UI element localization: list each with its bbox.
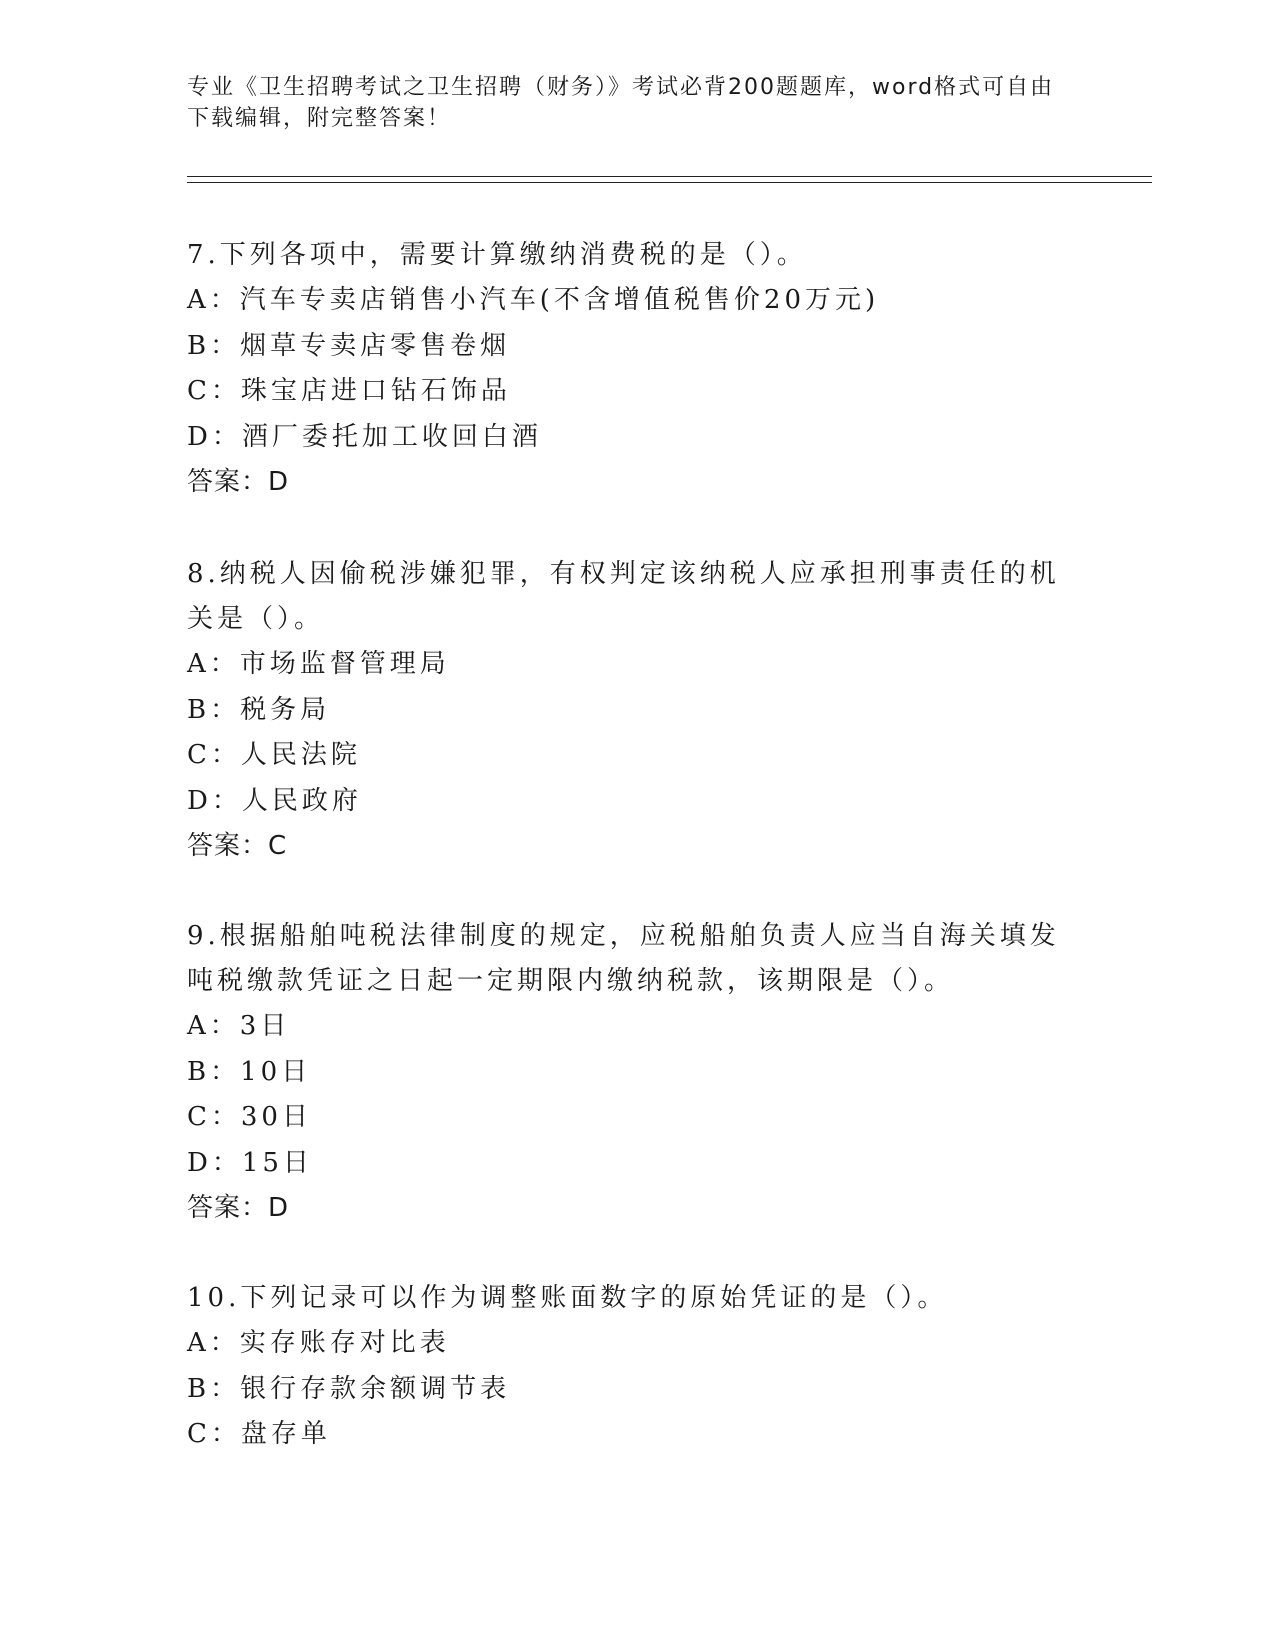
option-a: A：实存账存对比表 bbox=[187, 1328, 450, 1358]
option-a: A：市场监督管理局 bbox=[187, 649, 450, 679]
option-b: B：银行存款余额调节表 bbox=[187, 1373, 511, 1404]
option-d: D：人民政府 bbox=[187, 785, 362, 816]
option-a: A：3日 bbox=[187, 1011, 291, 1041]
question-stem: 7.下列各项中，需要计算缴纳消费税的是（）。 bbox=[187, 240, 807, 270]
option-d: D：酒厂委托加工收回白酒 bbox=[187, 421, 542, 452]
option-a: A：汽车专卖店销售小汽车(不含增值税售价20万元) bbox=[187, 285, 880, 315]
header-divider-top bbox=[187, 176, 1152, 177]
answer-line: 答案：C bbox=[187, 831, 288, 861]
question-stem: 9.根据船舶吨税法律制度的规定，应税船舶负责人应当自海关填发吨税缴款凭证之日起一定期限内缴纳税款，该期限是（）。 bbox=[187, 921, 1060, 996]
answer-line: 答案：D bbox=[187, 1193, 290, 1223]
document-header: 专业《卫生招聘考试之卫生招聘（财务）》考试必背200题题库，word格式可自由下载编辑，附完整答案！ bbox=[187, 75, 1055, 131]
option-c: C：30日 bbox=[187, 1102, 312, 1132]
option-b: B：10日 bbox=[187, 1056, 312, 1087]
option-b: B：税务局 bbox=[187, 694, 331, 725]
question-8 bbox=[187, 552, 1067, 869]
option-b: B：烟草专卖店零售卷烟 bbox=[187, 330, 511, 361]
option-c: C：珠宝店进口钻石饰品 bbox=[187, 376, 511, 406]
answer-line: 答案：D bbox=[187, 467, 290, 497]
header-divider-bottom bbox=[187, 182, 1152, 183]
option-d: D：15日 bbox=[187, 1147, 313, 1178]
question-stem: 10.下列记录可以作为调整账面数字的原始凭证的是（）。 bbox=[187, 1283, 948, 1313]
question-stem: 8.纳税人因偷税涉嫌犯罪，有权判定该纳税人应承担刑事责任的机关是（）。 bbox=[187, 559, 1060, 634]
option-c: C：人民法院 bbox=[187, 740, 361, 770]
question-7 bbox=[187, 233, 1067, 505]
option-c: C：盘存单 bbox=[187, 1419, 331, 1449]
question-10 bbox=[187, 1276, 1067, 1458]
question-9 bbox=[187, 914, 1067, 1231]
